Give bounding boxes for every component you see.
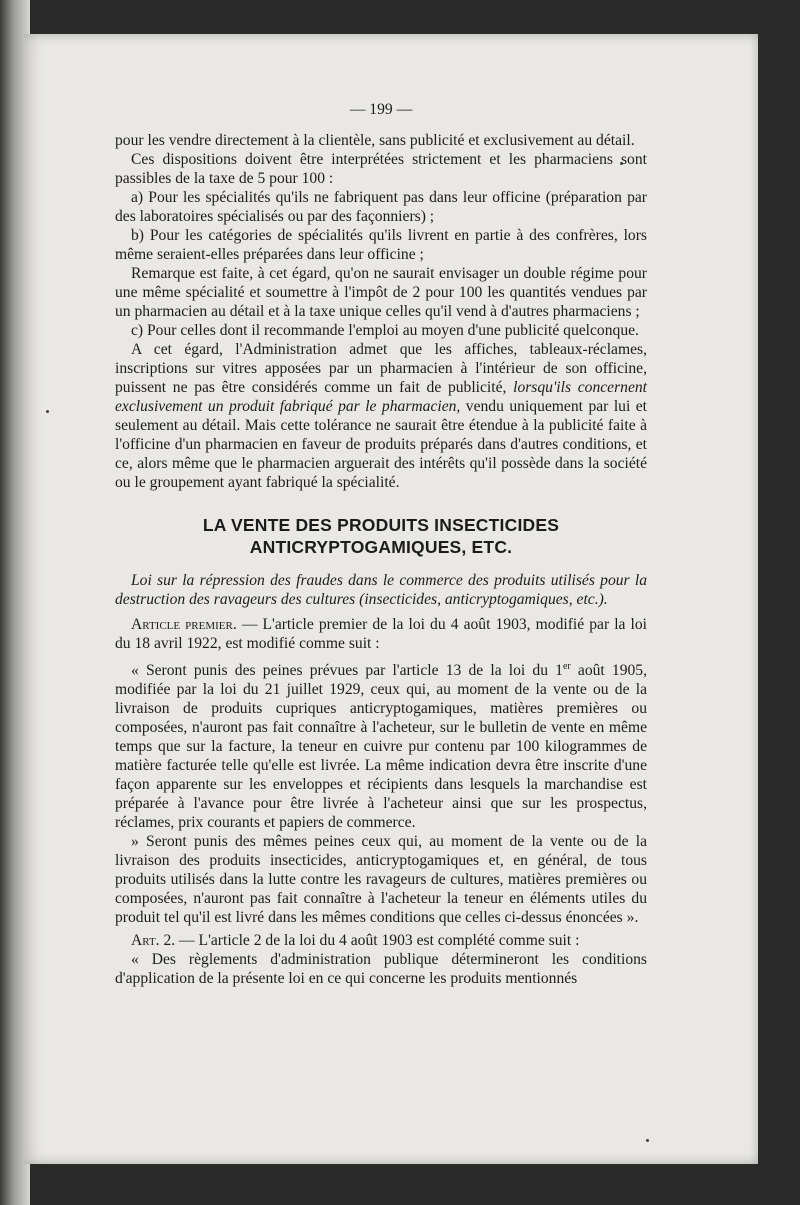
section-subtitle: Loi sur la répression des fraudes dans le commerce des produits utilisés pour la destruction des ravageurs des cultures (insecticides, anticryptogamiques, etc.). xyxy=(115,572,647,608)
paragraph: Remarque est faite, à cet égard, qu'on ne saurait envisager un double régime pour une même spécialité et soumettre à l'impôt de 2 pour 100 les quantités vendues par un pharmacien au détail et à la taxe unique celles qu'il vend à d'autres pharmaciens ; xyxy=(115,265,647,320)
page-content xyxy=(115,100,647,988)
book-page xyxy=(24,34,758,1164)
article-paragraph xyxy=(115,931,647,950)
quote-paragraph: » Seront punis des mêmes peines ceux qui, au moment de la vente ou de la livraison des produits insecticides, anticryptogamiques et, en général, de tous produits utilisés dans la lutte contre les ravageurs de cultures, matières premières ou composées, n'auront pas fait connaître à l'acheteur la teneur en éléments utiles du produit tel qu'il est livré dans les mêmes conditions que celles ci-dessus énoncées ». xyxy=(115,833,647,927)
quote-paragraph: « Des règlements d'administration publique détermineront les conditions d'application de la présente loi en ce qui concerne les produits mentionnés xyxy=(115,951,647,988)
paragraph: b) Pour les catégories de spécialités qu'ils livrent en partie à des confrères, lors même seraient-elles préparées dans leur officine ; xyxy=(115,227,647,263)
article-paragraph xyxy=(115,615,647,653)
quote-text: « Seront punis des peines prévues par l'article 13 de la loi du 1 xyxy=(131,662,563,680)
superscript: er xyxy=(562,661,571,672)
article-text: — L'article 2 de la loi du 4 août 1903 est complété comme suit : xyxy=(175,932,580,950)
section-title-line: ANTICRYPTOGAMIQUES, ETC. xyxy=(249,537,513,557)
section-title xyxy=(115,514,647,558)
quote-text: août 1905, modifiée par la loi du 21 juillet 1929, ceux qui, au moment de la vente ou de la livraison de produits cupriques anticryptogamiques, matières premières ou composées, n'auront pas fait connaître à l'acheteur, sur le bulletin de vente en même temps que sur la facture, la teneur en cuivre pur contenu par 100 kilogrammes de matière facturée telle qu'elle est livrée. La même indication devra être inscrite d'une façon apparente sur les enveloppes et récipients dans lesquels la marchandise est préparée à l'avance pour être livrée à l'acheteur ainsi que sur les prospectus, réclames, prix courants et papiers de commerce. xyxy=(115,662,647,832)
section-title-line: LA VENTE DES PRODUITS INSECTICIDES xyxy=(202,515,560,535)
emphasis-text: lorsqu'ils concernent exclusivement un produit fabriqué par le pharmacien, xyxy=(115,379,647,415)
paragraph-text: vendu uniquement par lui et seulement au détail. Mais cette tolérance ne saurait être étendue à la publicité faite à l'officine d'un pharmacien en faveur de produits préparés dans d'autres conditions, et ce, alors même que le pharmacien arguerait des intérêts qu'il possède dans la société ou le groupement ayant fabriqué la spécialité. xyxy=(115,398,647,491)
paragraph-text: A cet égard, l'Administration admet que les affiches, tableaux-réclames, inscriptions sur vitres apposées par un pharmacien à l'intérieur de son officine, puissent ne pas être considérés comme un fait de publicité, xyxy=(115,341,647,396)
article-label: Art. 2. xyxy=(131,932,176,950)
paper-speck xyxy=(46,410,49,413)
paragraph: pour les vendre directement à la clientèle, sans publicité et exclusivement au détail. xyxy=(115,132,635,149)
paper-speck xyxy=(646,1139,649,1142)
article-text: — L'article premier de la loi du 4 août 1903, modifié par la loi du 18 avril 1922, est modifié comme suit : xyxy=(115,616,647,652)
page-number: — 199 — xyxy=(349,101,413,118)
paragraph: c) Pour celles dont il recommande l'emploi au moyen d'une publicité quelconque. xyxy=(131,322,639,339)
quote-paragraph xyxy=(115,657,647,832)
article-label: Article premier. xyxy=(131,616,237,633)
paragraph: Ces dispositions doivent être interprétées strictement et les pharmaciens sont passibles de la taxe de 5 pour 100 : xyxy=(115,151,647,187)
paragraph: a) Pour les spécialités qu'ils ne fabriquent pas dans leur officine (préparation par des laboratoires spécialisés ou par des façonniers) ; xyxy=(115,189,647,225)
paragraph xyxy=(115,340,647,492)
